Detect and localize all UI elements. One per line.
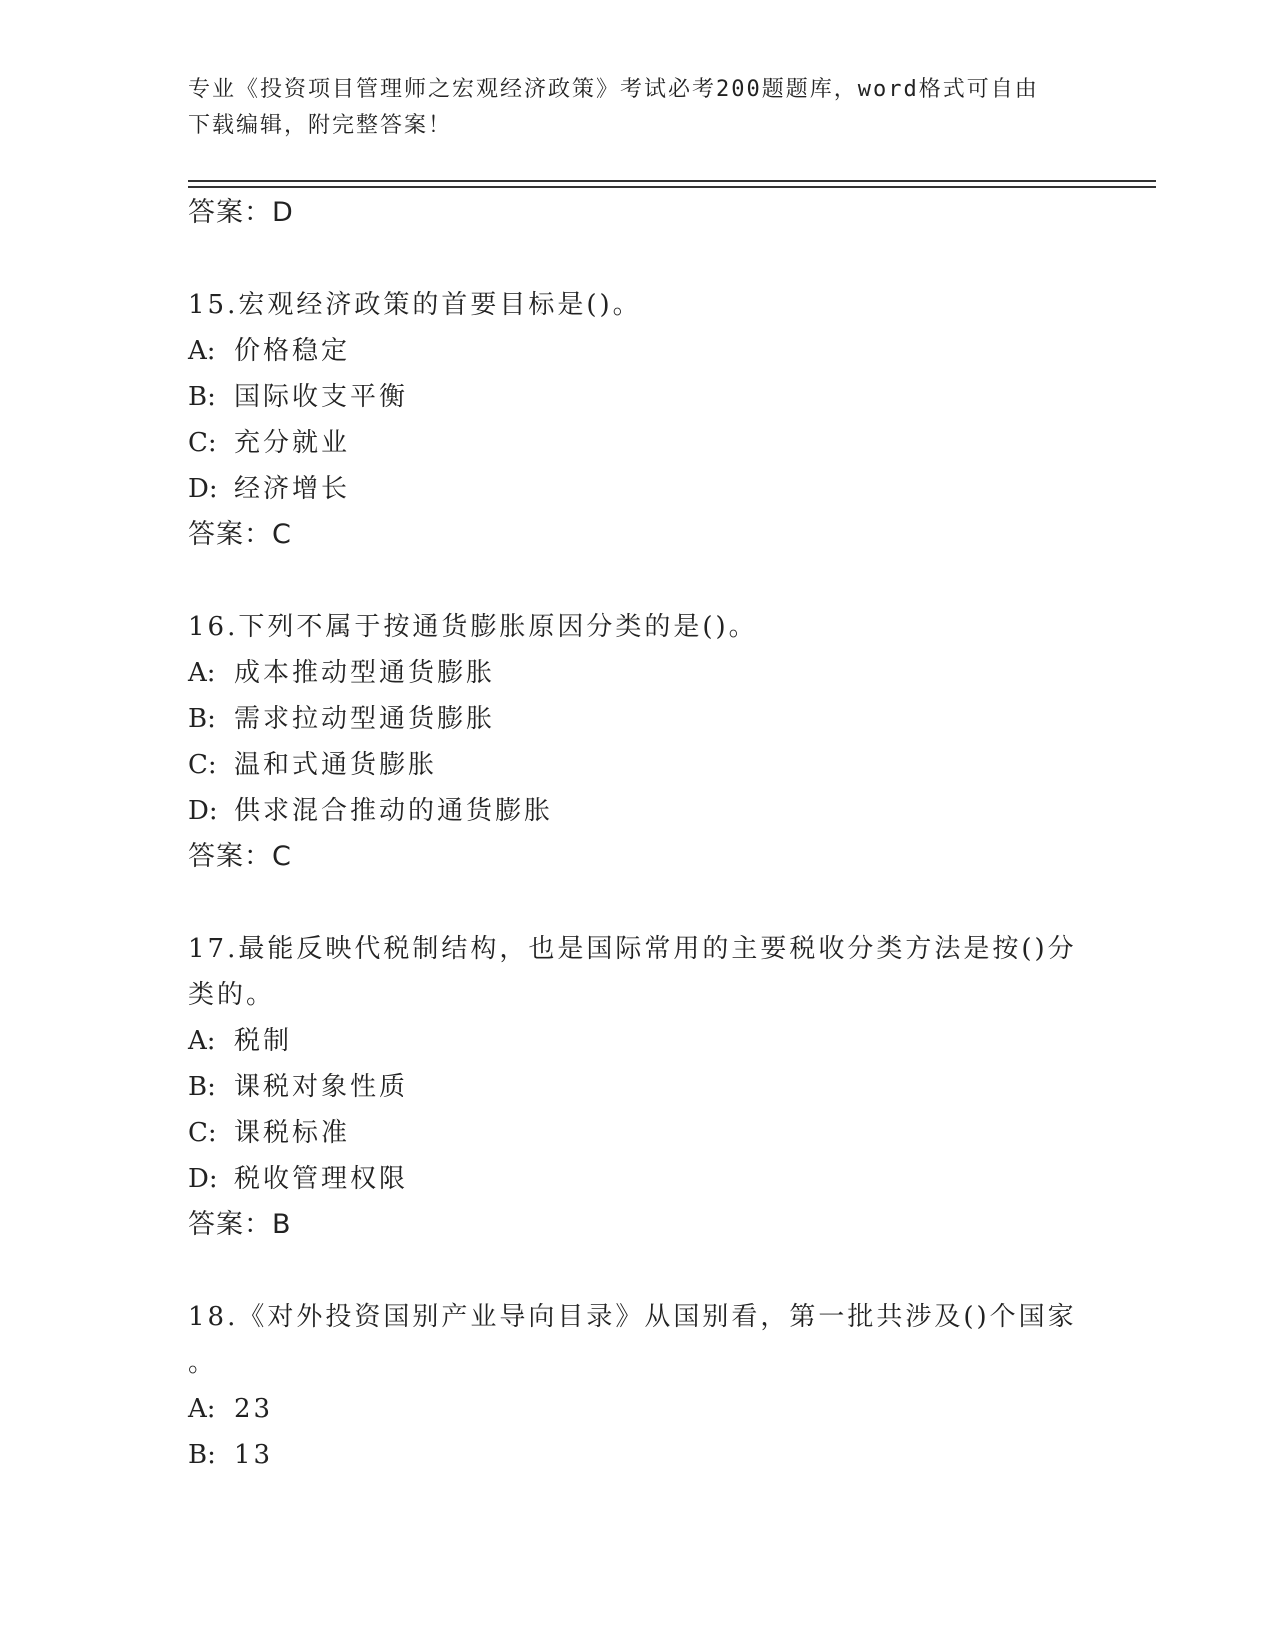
option-text: 课税标准 <box>234 1118 351 1148</box>
option-label: D: <box>188 474 218 504</box>
answer-line: 答案：C <box>188 519 292 550</box>
option-a <box>188 1386 1088 1432</box>
option-text: 供求混合推动的通货膨胀 <box>234 796 554 826</box>
header-line-2: 下载编辑，附完整答案！ <box>188 113 453 138</box>
question-stem: 18.《对外投资国别产业导向目录》从国别看，第一批共涉及()个国家 <box>188 1302 1077 1332</box>
option-label: D: <box>188 796 218 826</box>
option-text: 价格稳定 <box>234 336 351 366</box>
option-text: 23 <box>234 1394 274 1424</box>
option-text: 国际收支平衡 <box>234 382 409 412</box>
header-line-1: 专业《投资项目管理师之宏观经济政策》考试必考200题题库，word格式可自由 <box>188 77 1039 102</box>
option-label: D: <box>188 1164 218 1194</box>
answer-line: 答案：B <box>188 1209 292 1240</box>
question-18 <box>188 1294 1088 1478</box>
option-label: B: <box>188 704 216 734</box>
option-label: A: <box>188 1026 216 1056</box>
option-a <box>188 328 1088 374</box>
option-label: C: <box>188 1118 217 1148</box>
option-label: A: <box>188 336 216 366</box>
option-text: 13 <box>234 1440 274 1470</box>
option-text: 充分就业 <box>234 428 351 458</box>
option-c <box>188 742 1088 788</box>
header-divider-top <box>188 180 1156 182</box>
option-d <box>188 788 1088 834</box>
option-label: A: <box>188 658 216 688</box>
answer-line: 答案：D <box>188 197 294 228</box>
option-b <box>188 696 1088 742</box>
question-stem-continued: 。 <box>188 1348 218 1378</box>
question-stem: 17.最能反映代税制结构，也是国际常用的主要税收分类方法是按()分 <box>188 934 1077 964</box>
option-text: 课税对象性质 <box>234 1072 409 1102</box>
option-text: 温和式通货膨胀 <box>234 750 438 780</box>
question-16 <box>188 604 1088 880</box>
option-text: 经济增长 <box>234 474 351 504</box>
option-a <box>188 1018 1088 1064</box>
document-header <box>188 72 1068 144</box>
question-17 <box>188 926 1088 1248</box>
option-label: C: <box>188 428 217 458</box>
option-b <box>188 1432 1088 1478</box>
option-c <box>188 1110 1088 1156</box>
option-b <box>188 374 1088 420</box>
option-label: B: <box>188 382 216 412</box>
option-text: 成本推动型通货膨胀 <box>234 658 496 688</box>
option-label: C: <box>188 750 217 780</box>
option-text: 需求拉动型通货膨胀 <box>234 704 496 734</box>
question-list <box>188 190 1088 1478</box>
option-label: A: <box>188 1394 216 1424</box>
option-d <box>188 466 1088 512</box>
question-stem-continued: 类的。 <box>188 980 276 1010</box>
option-b <box>188 1064 1088 1110</box>
option-text: 税收管理权限 <box>234 1164 409 1194</box>
header-divider-bottom <box>188 186 1156 188</box>
question-stem: 15.宏观经济政策的首要目标是()。 <box>188 290 642 320</box>
option-label: B: <box>188 1072 216 1102</box>
option-text: 税制 <box>234 1026 293 1056</box>
option-c <box>188 420 1088 466</box>
question-stem: 16.下列不属于按通货膨胀原因分类的是()。 <box>188 612 758 642</box>
option-d <box>188 1156 1088 1202</box>
option-label: B: <box>188 1440 216 1470</box>
question-15 <box>188 282 1088 558</box>
option-a <box>188 650 1088 696</box>
answer-line: 答案：C <box>188 841 292 872</box>
